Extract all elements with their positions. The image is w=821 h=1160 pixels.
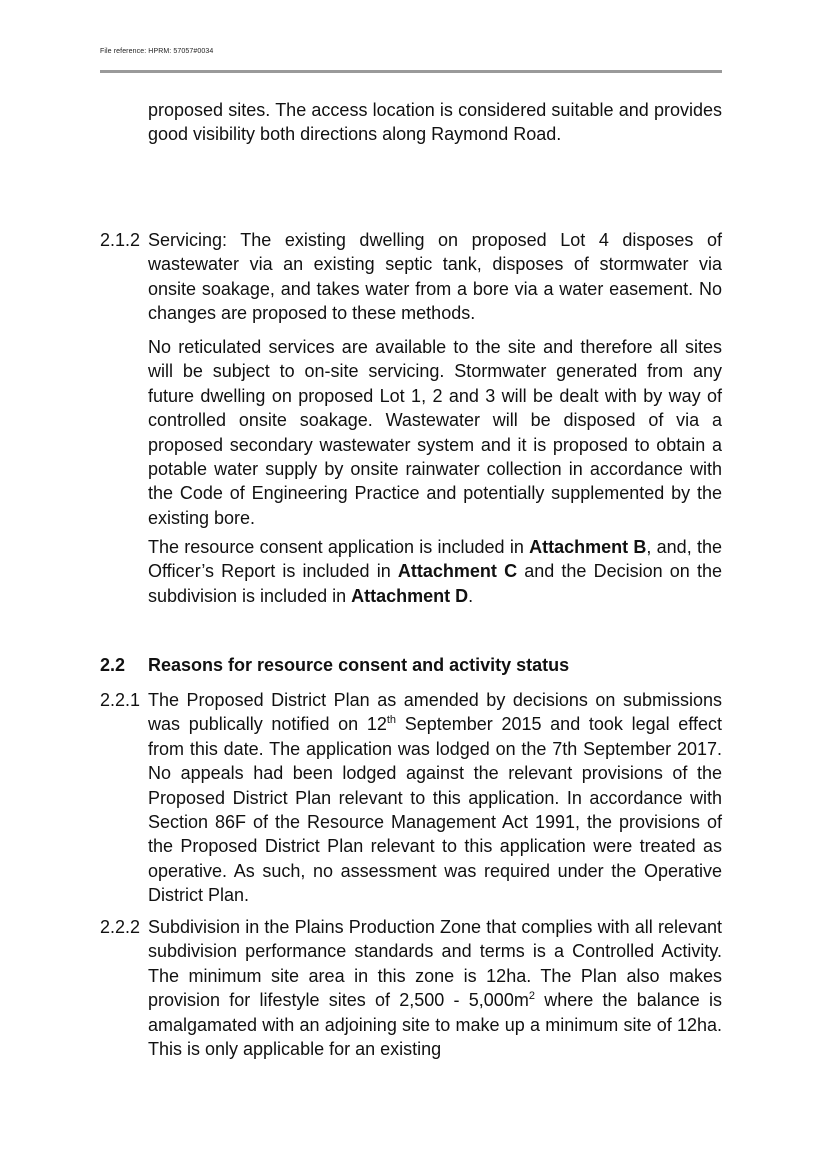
district-plan-text-1: The Proposed District Plan as amended by decisions on submissions was publically notified on 12	[148, 690, 722, 735]
attachments-text-3: and the Decision on the subdivision is included in	[148, 561, 722, 606]
section-number: 2.2	[100, 655, 126, 675]
header-rule	[100, 70, 722, 73]
attachments-text-4: .	[468, 585, 474, 606]
subdivision-text-1: Subdivision in the Plains Production Zone that complies with all relevant subdivision performance standards and terms is a Controlled Activity. The minimum site area in this zone is 12ha. The Plan also makes provision for lifestyle sites of 2,500 - 5,000m	[148, 917, 722, 1011]
servicing-paragraph: Servicing: The existing dwelling on proposed Lot 4 disposes of wastewater via an existing septic tank, disposes of stormwater via onsite soakage, and takes water from a bore via a water easement. No changes are proposed to these methods.	[148, 230, 722, 324]
attachment-d-ref: Attachment D	[351, 585, 469, 606]
attachments-text-1: The resource consent application is included in	[148, 537, 530, 557]
attachments-paragraph	[148, 535, 722, 608]
section-heading-2-2	[100, 653, 569, 677]
district-plan-paragraph	[148, 688, 722, 908]
squared-superscript: 2	[528, 990, 535, 1003]
file-reference: File reference: HPRM: 57057#0034	[100, 48, 214, 55]
ordinal-superscript: th	[386, 714, 397, 727]
attachments-text-2: , and, the Officer’s Report is included in	[148, 537, 722, 582]
section-title: Reasons for resource consent and activity status	[148, 655, 570, 675]
subdivision-text-2: where the balance is amalgamated with an adjoining site to make up a minimum site of 12ha. This is only applicable for an existing	[148, 990, 722, 1060]
district-plan-text-2: September 2015 and took legal effect from this date. The application was lodged on the 7th September 2017. No appeals had been lodged against the relevant provisions of the Proposed District Plan relevant to this application. In accordance with Section 86F of the Resource Management Act 1991, the provisions of the Proposed District Plan relevant to this application were treated as operative. As such, no assessment was required under the Operative District Plan.	[148, 714, 722, 906]
paragraph-number-2-2-1: 2.2.1	[100, 690, 141, 710]
subdivision-paragraph	[148, 915, 722, 1061]
attachment-b-ref: Attachment B	[529, 537, 647, 557]
continuation-paragraph: proposed sites. The access location is considered suitable and provides good visibility both directions along Raymond Road.	[148, 100, 722, 145]
paragraph-number-2-1-2: 2.1.2	[100, 230, 141, 250]
paragraph-number-2-2-2: 2.2.2	[100, 917, 141, 937]
reticulated-services-paragraph: No reticulated services are available to the site and therefore all sites will be subject to on-site servicing. Stormwater generated from any future dwelling on proposed Lot 1, 2 and 3 will be dealt with by way of controlled onsite soakage. Wastewater will be disposed of via a proposed secondary wastewater system and it is proposed to obtain a potable water supply by onsite rainwater collection in accordance with the Code of Engineering Practice and potentially supplemented by the existing bore.	[148, 337, 722, 528]
attachment-c-ref: Attachment C	[397, 561, 518, 582]
